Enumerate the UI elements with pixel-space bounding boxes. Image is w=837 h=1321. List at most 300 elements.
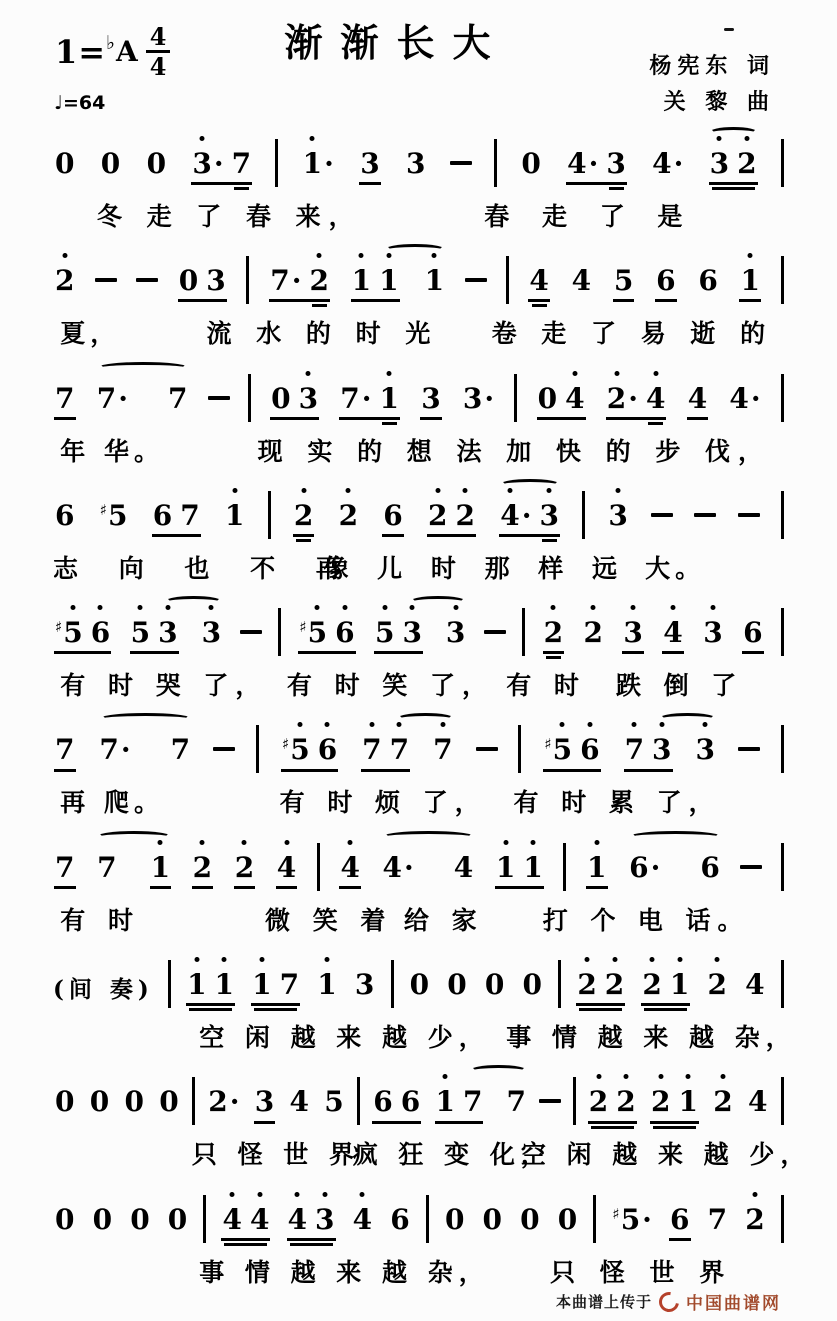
note-digit: 4 xyxy=(747,1085,768,1119)
note xyxy=(166,363,189,429)
lyric-segment: 空 闲 越 来 越 少， xyxy=(520,1140,812,1170)
beam-line xyxy=(606,417,667,420)
beam-line xyxy=(427,534,476,537)
lyric-segment: 年 华。 xyxy=(60,436,165,466)
sharp-icon: ♯ xyxy=(299,618,307,637)
note-digit: 4 xyxy=(453,850,474,884)
octave-dot xyxy=(360,1192,365,1197)
octave-dot xyxy=(435,488,440,493)
octave-dot xyxy=(650,957,655,962)
note-digit: 7 xyxy=(231,147,252,180)
barline xyxy=(781,960,784,1008)
note-digit: 0 xyxy=(521,147,541,180)
octave-dot xyxy=(463,488,468,493)
sharp-icon: ♯ xyxy=(281,735,290,754)
tie-arc xyxy=(383,831,474,842)
note-underline xyxy=(546,656,561,659)
note-digit: 7 xyxy=(279,968,300,1002)
credits xyxy=(649,48,775,120)
note xyxy=(206,1066,241,1132)
note-digit: 3 xyxy=(421,381,441,415)
note-digit: 2 xyxy=(737,148,756,180)
note-digit: 5 xyxy=(324,1085,344,1119)
lyric-segment: 卷 走 了 易 逝 的 xyxy=(491,319,774,349)
note-digit: 0 xyxy=(92,1202,113,1236)
song-title: 渐渐长大 xyxy=(284,20,509,65)
beam-line xyxy=(152,534,201,537)
note-digit: 4 xyxy=(663,617,682,649)
note xyxy=(711,1066,734,1132)
barline xyxy=(573,1077,576,1125)
footer-watermark xyxy=(556,1289,781,1314)
note-digit: 1 xyxy=(523,852,542,884)
beam-line xyxy=(351,299,400,302)
note-digit: 6 xyxy=(743,616,763,650)
flat-icon: ♭ xyxy=(106,31,116,54)
score-line xyxy=(0,363,837,480)
lyrics-row xyxy=(53,666,784,712)
note xyxy=(519,128,542,194)
beam-line xyxy=(191,182,252,185)
note xyxy=(381,480,404,546)
note xyxy=(200,597,223,663)
score-line xyxy=(0,597,837,714)
lyric-segment: 志 向 也 不 再 xyxy=(53,553,357,583)
augmentation-dot: · xyxy=(213,147,224,180)
duration-dash xyxy=(476,747,498,751)
tie-group xyxy=(95,363,190,429)
note-digit: 3 xyxy=(623,617,642,649)
lyric-segment: 夏， xyxy=(60,319,121,349)
note-digit: 2 xyxy=(651,1086,670,1118)
note xyxy=(191,832,214,898)
beam-group xyxy=(536,363,587,429)
octave-dot xyxy=(591,605,596,610)
tie-group xyxy=(129,597,223,663)
barline xyxy=(593,1195,596,1243)
note-digit: 3 xyxy=(402,617,421,649)
lyric-segment: 疯 狂 变 化， xyxy=(352,1140,552,1170)
note xyxy=(98,480,130,546)
note-digit: 4 xyxy=(646,383,665,415)
note xyxy=(337,480,360,546)
note-digit: 0 xyxy=(409,968,430,1002)
note xyxy=(727,363,762,429)
lyric-segment: 微 笑 着 xyxy=(264,905,393,935)
barline xyxy=(582,491,585,539)
note-underline xyxy=(54,886,76,889)
score-line xyxy=(0,245,837,362)
note-underline xyxy=(542,539,557,542)
note-digit: 7 xyxy=(340,381,360,415)
note xyxy=(53,1066,76,1132)
octave-dot xyxy=(359,253,364,258)
note-digit: 5 xyxy=(131,617,150,649)
beam-line xyxy=(254,1008,297,1011)
octave-dot xyxy=(387,371,392,376)
note-underline xyxy=(54,769,76,772)
octave-dot xyxy=(310,136,315,141)
note xyxy=(612,245,635,311)
octave-dot xyxy=(295,1192,300,1197)
note xyxy=(253,1066,276,1132)
note-digit: 0 xyxy=(557,1202,578,1236)
augmentation-dot: · xyxy=(404,850,414,884)
beam-line xyxy=(189,1008,232,1011)
note-digit: 2 xyxy=(589,1086,608,1118)
octave-dot xyxy=(200,136,205,141)
beam-line xyxy=(374,651,423,654)
note-digit: 1 xyxy=(225,500,244,532)
note xyxy=(53,128,76,194)
note xyxy=(53,245,76,311)
lyric-segment: 只 怪 世 界 xyxy=(550,1257,733,1287)
beam-line xyxy=(624,769,673,772)
notation-row xyxy=(53,1184,784,1252)
beam-group xyxy=(250,949,301,1015)
note xyxy=(481,1184,504,1250)
octave-dot xyxy=(612,957,617,962)
octave-dot xyxy=(614,371,619,376)
beam-line xyxy=(709,182,758,185)
beam-group xyxy=(129,597,180,663)
note-digit: 2 xyxy=(605,969,624,1001)
barline xyxy=(268,491,271,539)
note-digit: 7 xyxy=(707,1202,728,1236)
barline xyxy=(203,1195,206,1243)
note-digit: 3 xyxy=(608,500,627,532)
note-underline xyxy=(532,304,547,307)
note-underline xyxy=(234,187,249,190)
note-digit: 7 xyxy=(463,1085,483,1119)
octave-dot xyxy=(677,957,682,962)
notation-row xyxy=(53,714,784,782)
beam-line xyxy=(644,1008,687,1011)
note-digit: 6 xyxy=(383,498,403,532)
note-digit: 7 xyxy=(180,498,200,532)
augmentation-dot: · xyxy=(588,147,599,180)
score-line xyxy=(0,714,837,831)
note-digit: 0 xyxy=(537,381,558,415)
tie-group xyxy=(498,480,561,546)
barline xyxy=(781,1077,784,1125)
beam-line xyxy=(361,769,410,772)
note-digit: 5 xyxy=(290,734,309,766)
note xyxy=(233,832,256,898)
note-digit: 6 xyxy=(335,617,354,649)
note-underline xyxy=(359,182,381,185)
augmentation-dot: · xyxy=(750,381,761,415)
note-digit: 6 xyxy=(580,734,599,766)
duration-dash xyxy=(240,630,262,634)
note-digit: 4 xyxy=(353,1204,372,1236)
note-digit: 7 xyxy=(96,381,117,415)
barline xyxy=(256,725,259,773)
note xyxy=(419,363,442,429)
note xyxy=(353,949,376,1015)
octave-dot xyxy=(587,722,592,727)
note-digit: 3 xyxy=(202,617,221,649)
octave-dot xyxy=(342,605,347,610)
tempo-marking: ♩=64 xyxy=(54,92,106,114)
note-underline xyxy=(312,304,327,307)
note-digit: 0 xyxy=(484,968,505,1002)
note-digit: 7 xyxy=(55,850,75,884)
note-underline xyxy=(528,299,550,302)
note xyxy=(694,714,717,780)
note-digit: 3 xyxy=(606,147,626,180)
note-digit: 5 xyxy=(63,617,82,649)
notation-row xyxy=(53,480,784,548)
note-digit: 7 xyxy=(55,381,75,415)
beam-group xyxy=(649,1066,700,1132)
note-digit: 3 xyxy=(192,148,211,180)
octave-dot xyxy=(306,371,311,376)
octave-dot xyxy=(503,840,508,845)
note xyxy=(381,832,416,898)
note-digit: 2 xyxy=(607,383,626,415)
octave-dot xyxy=(315,605,320,610)
duration-dash xyxy=(450,161,472,165)
note-digit: 1 xyxy=(436,1086,455,1118)
note xyxy=(444,597,467,663)
note xyxy=(157,1066,180,1132)
beam-line xyxy=(251,1003,300,1006)
note xyxy=(99,128,122,194)
note xyxy=(582,597,605,663)
note xyxy=(301,128,336,194)
note-underline xyxy=(420,417,442,420)
note xyxy=(123,1066,146,1132)
score-line xyxy=(0,128,837,245)
octave-dot xyxy=(301,488,306,493)
beam-group xyxy=(297,597,356,663)
note xyxy=(527,245,550,311)
note-digit: 2 xyxy=(708,969,727,1001)
lyrics-row xyxy=(53,197,784,243)
note-underline xyxy=(234,886,256,889)
note xyxy=(338,832,361,898)
note-digit: 0 xyxy=(55,1202,75,1236)
note xyxy=(443,1184,466,1250)
octave-dot xyxy=(653,371,658,376)
beam-group xyxy=(220,1184,271,1250)
note-digit: 3 xyxy=(315,1204,334,1236)
octave-dot xyxy=(594,840,599,845)
tie-group xyxy=(627,832,722,898)
note-underline xyxy=(622,651,644,654)
note xyxy=(483,949,506,1015)
note-digit: 6 xyxy=(700,850,720,884)
note xyxy=(128,1184,151,1250)
octave-dot xyxy=(242,840,247,845)
octave-dot xyxy=(297,722,302,727)
note-digit: 4 xyxy=(277,852,296,884)
beam-line xyxy=(281,769,338,772)
beam-line xyxy=(224,1243,267,1246)
beam-group xyxy=(373,597,424,663)
tie-group xyxy=(708,128,759,194)
beam-group xyxy=(623,714,674,780)
note xyxy=(315,949,338,1015)
note-digit: 3 xyxy=(703,617,722,649)
site-name: 中国曲谱网 xyxy=(686,1294,781,1314)
note-digit: 0 xyxy=(55,147,75,180)
note-underline xyxy=(296,539,311,542)
beam-group xyxy=(286,1184,337,1250)
note-digit: 6 xyxy=(152,498,173,532)
uploader-prefix: 本曲谱上传于 xyxy=(555,1293,652,1311)
duration-dash xyxy=(738,513,760,517)
note-underline xyxy=(739,299,761,302)
note-digit: 0 xyxy=(482,1202,503,1236)
note-digit: 0 xyxy=(55,1085,75,1119)
beam-group xyxy=(575,949,626,1015)
note xyxy=(654,245,677,311)
note-digit: 5 xyxy=(620,1202,641,1236)
octave-dot xyxy=(138,605,143,610)
lyric-segment: 冬 走 了 春 来， xyxy=(96,202,362,231)
lyrics-row xyxy=(53,901,784,947)
beam-line xyxy=(221,1238,270,1241)
note-digit: 4 xyxy=(565,383,584,415)
octave-dot xyxy=(230,1192,235,1197)
barline xyxy=(781,725,784,773)
note-digit: 7 xyxy=(99,733,119,767)
beam-line xyxy=(653,1126,696,1129)
beam-line xyxy=(566,182,627,185)
duration-dash xyxy=(136,278,158,282)
note-digit: 0 xyxy=(100,147,121,180)
notation-row xyxy=(53,363,784,431)
note xyxy=(97,714,132,780)
lyric-segment: 电 话。 xyxy=(637,905,750,935)
octave-dot xyxy=(596,1074,601,1079)
note-digit: 0 xyxy=(178,264,199,298)
barline xyxy=(246,256,249,304)
note-digit: 3 xyxy=(652,734,671,766)
octave-dot xyxy=(752,1192,757,1197)
note-digit: 1 xyxy=(496,852,515,884)
note xyxy=(358,128,381,194)
note-digit: 2 xyxy=(616,1086,635,1118)
note-digit: 6 xyxy=(629,850,649,884)
beam-group xyxy=(426,480,477,546)
note-digit: 0 xyxy=(167,1202,188,1236)
octave-dot xyxy=(560,722,565,727)
duration-dash xyxy=(740,865,762,869)
note-digit: 5 xyxy=(613,264,634,298)
note-underline xyxy=(293,534,315,537)
lyric-segment: 有 时 哭 了， xyxy=(60,671,268,701)
score-line xyxy=(0,1184,837,1301)
note xyxy=(53,832,76,898)
octave-dot xyxy=(686,1074,691,1079)
note-digit: 1 xyxy=(670,969,689,1001)
note xyxy=(53,1184,76,1250)
note-digit: 2 xyxy=(309,265,328,297)
note xyxy=(743,1184,766,1250)
octave-dot xyxy=(720,1074,725,1079)
beam-line xyxy=(712,187,755,190)
beam-line xyxy=(372,1121,421,1124)
octave-dot xyxy=(623,1074,628,1079)
note-underline xyxy=(382,422,397,425)
note xyxy=(166,1184,189,1250)
notation-row xyxy=(53,949,784,1017)
note-digit: 3 xyxy=(254,1085,275,1119)
augmentation-dot: · xyxy=(120,733,131,767)
note-digit: 2 xyxy=(584,617,603,649)
notation-row xyxy=(53,597,784,665)
note xyxy=(746,1066,769,1132)
note-digit: 5 xyxy=(375,617,394,649)
duration-dash xyxy=(738,747,760,751)
duration-dash xyxy=(484,630,506,634)
note xyxy=(661,597,684,663)
note-digit: 0 xyxy=(447,968,467,1002)
note xyxy=(698,832,721,898)
tie-group xyxy=(350,245,446,311)
octave-dot xyxy=(659,722,664,727)
lyric-segment: 给 家 xyxy=(403,905,484,935)
beam-group xyxy=(587,1066,638,1132)
note-digit: 1 xyxy=(425,265,444,297)
note xyxy=(650,128,685,194)
beam-group xyxy=(177,245,228,311)
note xyxy=(95,832,118,898)
interlude-label: (间 奏) xyxy=(53,976,154,1004)
tie-arc xyxy=(97,831,171,842)
barline xyxy=(558,960,561,1008)
duration-dash xyxy=(213,747,235,751)
note-digit: 6 xyxy=(55,498,75,532)
lyrics-row xyxy=(53,1135,812,1181)
beam-line xyxy=(641,1003,690,1006)
beam-group xyxy=(268,245,331,311)
octave-dot xyxy=(632,722,637,727)
beam-line xyxy=(588,1121,637,1124)
note-digit: 4 xyxy=(687,381,708,415)
note-digit: 4 xyxy=(571,264,592,298)
key-prefix: 1= xyxy=(55,32,107,71)
note-underline xyxy=(613,299,635,302)
octave-dot xyxy=(432,253,437,258)
note-underline xyxy=(192,886,214,889)
lyric-segment: 像 儿 时 那 样 远 xyxy=(323,553,627,583)
note xyxy=(668,1184,691,1250)
note xyxy=(461,363,496,429)
barline xyxy=(192,1077,195,1125)
note xyxy=(706,1184,729,1250)
octave-dot xyxy=(748,253,753,258)
note-digit: 4 xyxy=(567,147,587,180)
note-digit: 3 xyxy=(446,617,465,649)
barline xyxy=(781,1195,784,1243)
beam-group xyxy=(371,1066,422,1132)
note-digit: 3 xyxy=(405,147,426,180)
note-digit: 3 xyxy=(354,968,375,1002)
note-digit: 3 xyxy=(696,734,715,766)
sharp-icon: ♯ xyxy=(55,618,63,637)
note-digit: 4 xyxy=(500,500,519,532)
beam-group xyxy=(542,714,601,780)
note-underline xyxy=(150,886,172,889)
augmentation-dot: · xyxy=(324,147,334,180)
octave-dot xyxy=(658,1074,663,1079)
note-digit: 7 xyxy=(390,734,409,766)
octave-dot xyxy=(62,253,67,258)
